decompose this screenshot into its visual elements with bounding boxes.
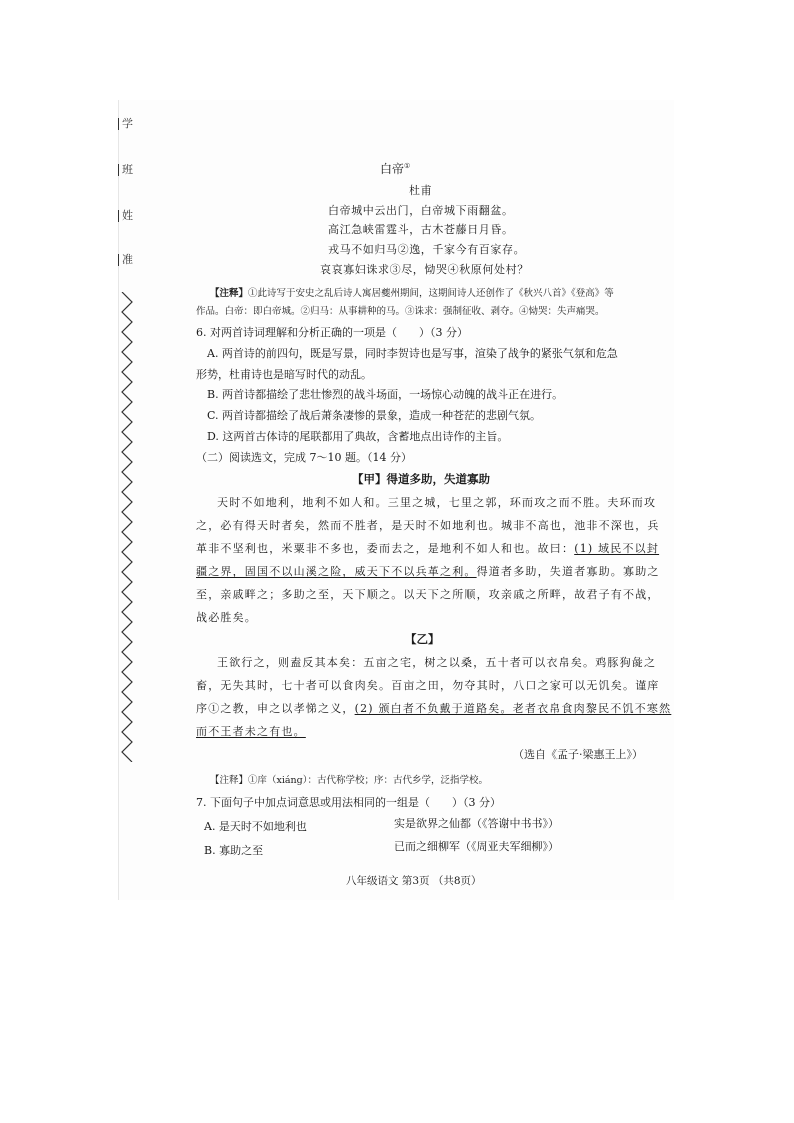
question-6-option-c: C. 两首诗都描绘了战后萧条凄惨的景象，造成一种苍茫的悲剧气氛。 (207, 409, 542, 422)
passage-jia-line-4-text: 得道者多助，失道者寡助。寡助之 (476, 565, 660, 578)
passage-jia-line-3 (196, 540, 659, 556)
passage-jia-line-3-text: 革非不坚利也，米粟非不多也，委而去之，是地利不如人和也。故曰： (196, 542, 575, 555)
poem-note-line-2: 作品。白帝：即白帝城。②归马：从事耕种的马。③诛求：强制征收、剥夺。④恸哭：失声痛哭。 (196, 306, 605, 317)
question-7-option-a-right: 实是欲界之仙都（《答谢中书书》） (394, 817, 559, 830)
passage-yi-line-3 (196, 700, 671, 716)
question-6-option-a-cont: 形势，杜甫诗也是暗写时代的动乱。 (196, 368, 372, 381)
poem-note-label: 【注释】 (210, 288, 249, 299)
passage-jia-line-1: 天时不如地利，地利不如人和。三里之城，七里之郭，环而攻之而不胜。夫环而攻 (217, 496, 657, 509)
question-6-option-a: A. 两首诗的前四句，既是写景，同时李贺诗也是写事，渲染了战争的紧张气氛和危急 (207, 347, 618, 360)
poem-title (380, 160, 410, 177)
poem-title-text: 白帝 (380, 162, 405, 176)
poem-line-1: 白帝城中云出门，白帝城下雨翻盆。 (328, 204, 514, 217)
underlined-sentence-2-end: 而不王者未之有也。 (196, 725, 306, 738)
poem-line-4: 哀哀寡妇诛求③尽，恸哭④秋原何处村？ (320, 263, 529, 276)
margin-label-school: 学 (118, 118, 133, 130)
passage-yi-note: 【注释】①庠（xiáng）：古代称学校；序：古代乡学，泛指学校。 (210, 775, 489, 786)
passage-jia-title: 【甲】得道多助，失道寡助 (352, 472, 490, 486)
poem-line-3: 戎马不如归马②逸，千家今有百家存。 (328, 243, 526, 256)
question-6-option-b: B. 两首诗都描绘了悲壮惨烈的战斗场面，一场惊心动魄的战斗正在进行。 (207, 388, 564, 401)
poem-title-note-mark: ① (404, 162, 411, 170)
passage-yi-line-4 (196, 723, 306, 739)
underlined-sentence-1-end: 疆之界，固国不以山溪之险，威天下不以兵革之利。 (196, 565, 477, 578)
page-footer: 八年级语文 第3页 （共8页） (346, 875, 482, 887)
passage-yi-source: （选自《孟子·梁惠王上》） (513, 748, 643, 761)
underlined-sentence-2-start: (2) 颁白者不负戴于道路矣。老者衣帛食肉黎民不饥不寒然 (354, 702, 672, 715)
question-7-stem: 7. 下面句子中加点词意思或用法相同的一组是（ ）（3 分） (196, 796, 501, 809)
question-7-option-b-left: B. 寡助之至 (204, 844, 264, 857)
margin-label-ticket: 准 (118, 254, 133, 266)
passage-yi-line-2: 畜，无失其时，七十者可以食肉矣。百亩之田，勿夺其时，八口之家可以无饥矣。谨庠 (196, 679, 660, 692)
question-6-option-d: D. 这两首古体诗的尾联都用了典故，含蓄地点出诗作的主旨。 (207, 430, 509, 443)
passage-yi-line-1: 王欲行之，则盍反其本矣：五亩之宅，树之以桑，五十者可以衣帛矣。鸡豚狗彘之 (217, 656, 657, 669)
margin-label-class: 班 (118, 164, 133, 176)
passage-jia-line-6: 战必胜矣。 (196, 611, 257, 624)
question-7-option-a-left: A. 是天时不如地利也 (204, 820, 307, 833)
poem-note-text-1: ①此诗写于安史之乱后诗人寓居夔州期间，这期间诗人还创作了《秋兴八首》《登高》等 (248, 288, 614, 299)
passage-yi-title: 【乙】 (405, 632, 440, 646)
underlined-sentence-1-start: (1) 域民不以封 (574, 542, 660, 555)
margin-label-name: 姓 (118, 210, 133, 222)
question-6-stem: 6. 对两首诗词理解和分析正确的一项是（ ）（3 分） (196, 326, 468, 339)
poem-note-line-1 (210, 285, 614, 299)
section-2-heading: （二）阅读选文，完成 7～10 题。（14 分） (196, 451, 412, 464)
binding-zigzag-line (120, 292, 136, 762)
poem-line-2: 高江急峡雷霆斗，古木苍藤日月昏。 (328, 223, 514, 236)
passage-yi-line-3-text: 序①之教，申之以孝悌之义， (196, 702, 355, 715)
passage-jia-line-4 (196, 563, 660, 579)
passage-jia-line-5: 至，亲戚畔之；多助之至，天下顺之。以天下之所顺，攻亲戚之所畔，故君子有不战， (196, 588, 660, 601)
poem-author: 杜甫 (409, 184, 433, 197)
question-7-option-b-right: 已而之细柳军（《周亚夫军细柳》） (394, 840, 559, 853)
passage-jia-line-2: 之，必有得天时者矣，然而不胜者，是天时不如地利也。城非不高也，池非不深也，兵 (196, 519, 660, 532)
